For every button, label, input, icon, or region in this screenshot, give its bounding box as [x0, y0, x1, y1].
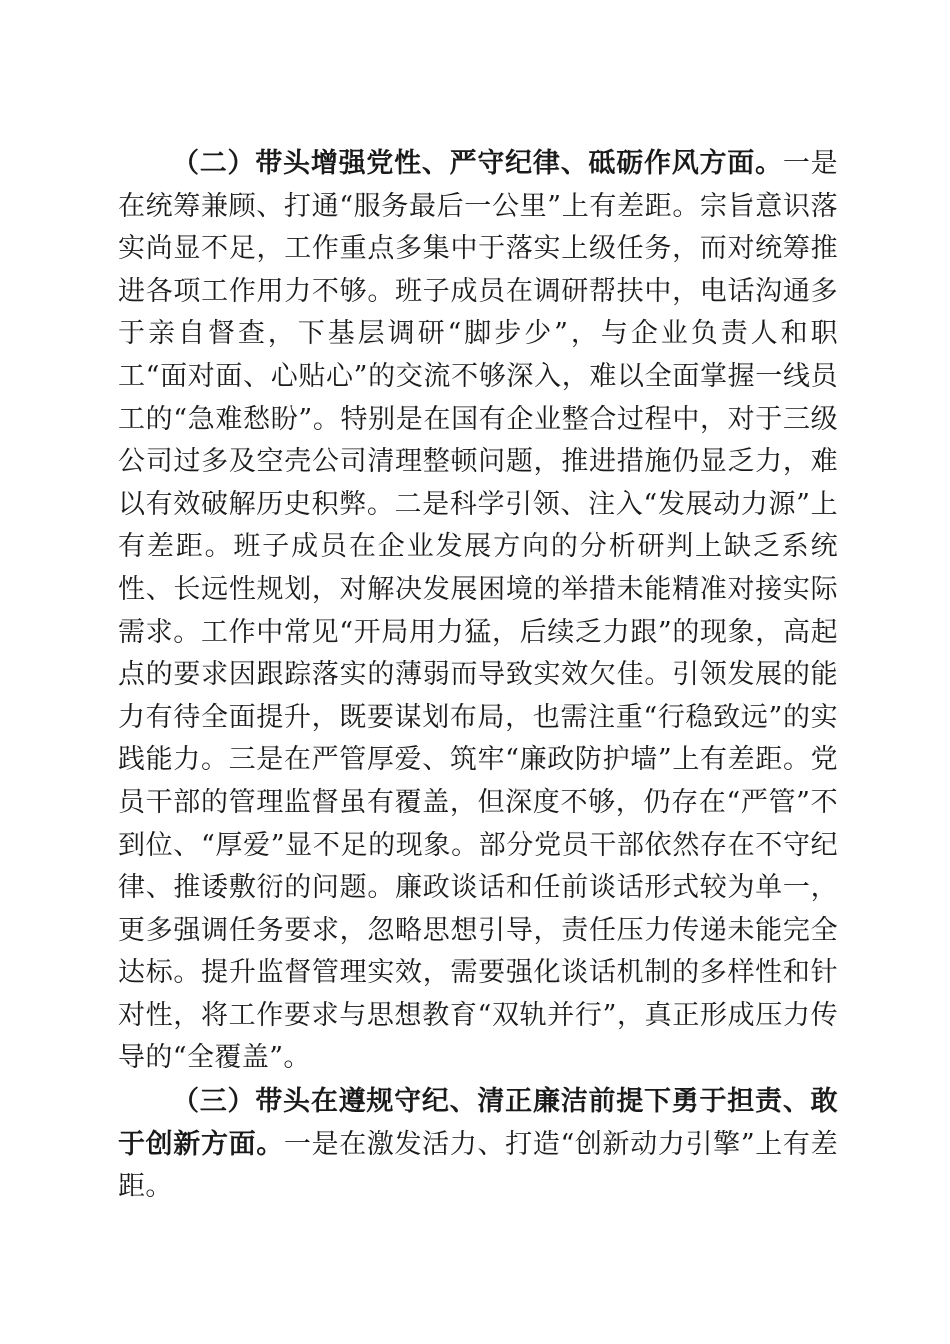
paragraph-section-2 — [118, 143, 838, 1080]
section-2-body: 一是在统筹兼顾、打通“服务最后一公里”上有差距。宗旨意识落实尚显不足，工作重点多集中于落实上级任务，而对统筹推进各项工作用力不够。班子成员在调研帮扶中，电话沟通多于亲自督查，下基层调研“脚步少”，与企业负责人和职工“面对面、心贴心”的交流不够深入，难以全面掌握一线员工的“急难愁盼”。特别是在国有企业整合过程中，对于三级公司过多及空壳公司清理整顿问题，推进措施仍显乏力，难以有效破解历史积弊。二是科学引领、注入“发展动力源”上有差距。班子成员在企业发展方向的分析研判上缺乏系统性、长远性规划，对解决发展困境的举措未能精准对接实际需求。工作中常见“开局用力猛，后续乏力跟”的现象，高起点的要求因跟踪落实的薄弱而导致实效欠佳。引领发展的能力有待全面提升，既要谋划布局，也需注重“行稳致远”的实践能力。三是在严管厚爱、筑牢“廉政防护墙”上有差距。党员干部的管理监督虽有覆盖，但深度不够，仍存在“严管”不到位、“厚爱”显不足的现象。部分党员干部依然存在不守纪律、推诿敷衍的问题。廉政谈话和任前谈话形式较为单一，更多强调任务要求，忽略思想引导，责任压力传递未能完全达标。提升监督管理实效，需要强化谈话机制的多样性和针对性，将工作要求与思想教育“双轨并行”，真正形成压力传导的“全覆盖”。 — [118, 148, 838, 1074]
section-3-body: 一是在激发活力、打造“创新动力引擎”上有差距。 — [118, 1128, 838, 1203]
section-3-heading: （三）带头在遵规守纪、清正廉洁前提下勇于担责、敢于创新方面。 — [118, 1086, 838, 1160]
paragraph-section-3 — [118, 1081, 838, 1209]
section-2-heading: （二）带头增强党性、严守纪律、砥砺作风方面。 — [172, 148, 783, 179]
